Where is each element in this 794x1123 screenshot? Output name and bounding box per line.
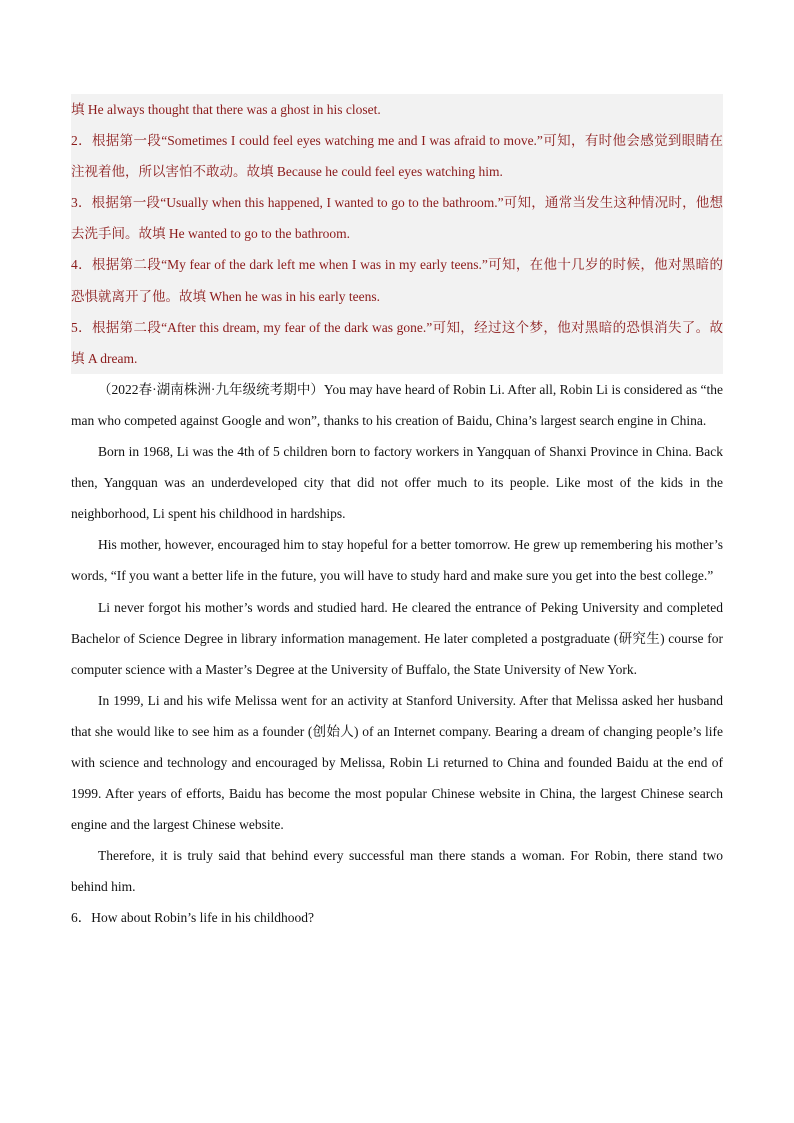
answer-explanation-box — [71, 94, 723, 374]
answer-line-3: 3．根据第一段“Usually when this happened, I wanted to go to the bathroom.”可知，通常当发生这种情况时，他想去洗手间。故填 He wanted to go to the bathroom. — [71, 195, 723, 242]
passage-paragraph-2: Born in 1968, Li was the 4th of 5 children born to factory workers in Yangquan of Shanxi Province in China. Back then, Yangquan was an underdeveloped city that did not offer much to its people. Like most of the kids in the neighborhood, Li spent his childhood in hardships. — [71, 444, 723, 522]
passage-paragraph-1: （2022春·湖南株洲·九年级统考期中）You may have heard of Robin Li. After all, Robin Li is considered as “the man who competed against Google and won”, thanks to his creation of Baidu, China’s largest search engine in China. — [71, 381, 723, 428]
answer-line-5: 5．根据第二段“After this dream, my fear of the dark was gone.”可知，经过这个梦，他对黑暗的恐惧消失了。故填 A dream. — [71, 319, 723, 366]
document-page — [71, 94, 723, 934]
passage-paragraph-5: In 1999, Li and his wife Melissa went for an activity at Stanford University. After that Melissa asked her husband that she would like to see him as a founder (创始人) of an Internet company. Bearing a dream of changing people’s life with science and technology and encouraged by Melissa, Robin Li returned to China and founded Baidu at the end of 1999. After years of efforts, Baidu has become the most popular Chinese website in China, the largest Chinese search engine and the largest Chinese website. — [71, 692, 723, 833]
reading-passage — [71, 374, 723, 903]
passage-paragraph-3: His mother, however, encouraged him to stay hopeful for a better tomorrow. He grew up remembering his mother’s words, “If you want a better life in the future, you will have to study hard and make sure you get into the best college.” — [71, 537, 723, 584]
passage-paragraph-6: Therefore, it is truly said that behind every successful man there stands a woman. For Robin, there stand two behind him. — [71, 848, 723, 895]
answer-line-2: 2．根据第一段“Sometimes I could feel eyes watching me and I was afraid to move.”可知，有时他会感觉到眼睛在注视着他，所以害怕不敢动。故填 Because he could feel eyes watching him. — [71, 133, 723, 180]
answer-line-4: 4．根据第二段“My fear of the dark left me when I was in my early teens.”可知，在他十几岁的时候，他对黑暗的恐惧就离开了他。故填 When he was in his early teens. — [71, 257, 723, 304]
answer-line-1: 填 He always thought that there was a ghost in his closet. — [71, 102, 381, 117]
question-6: 6．How about Robin’s life in his childhood? — [71, 910, 314, 926]
passage-paragraph-4: Li never forgot his mother’s words and studied hard. He cleared the entrance of Peking University and completed Bachelor of Science Degree in library information management. He later completed a postgraduate (研究生) course for computer science with a Master’s Degree at the University of Buffalo, the State University of New York. — [71, 599, 723, 677]
